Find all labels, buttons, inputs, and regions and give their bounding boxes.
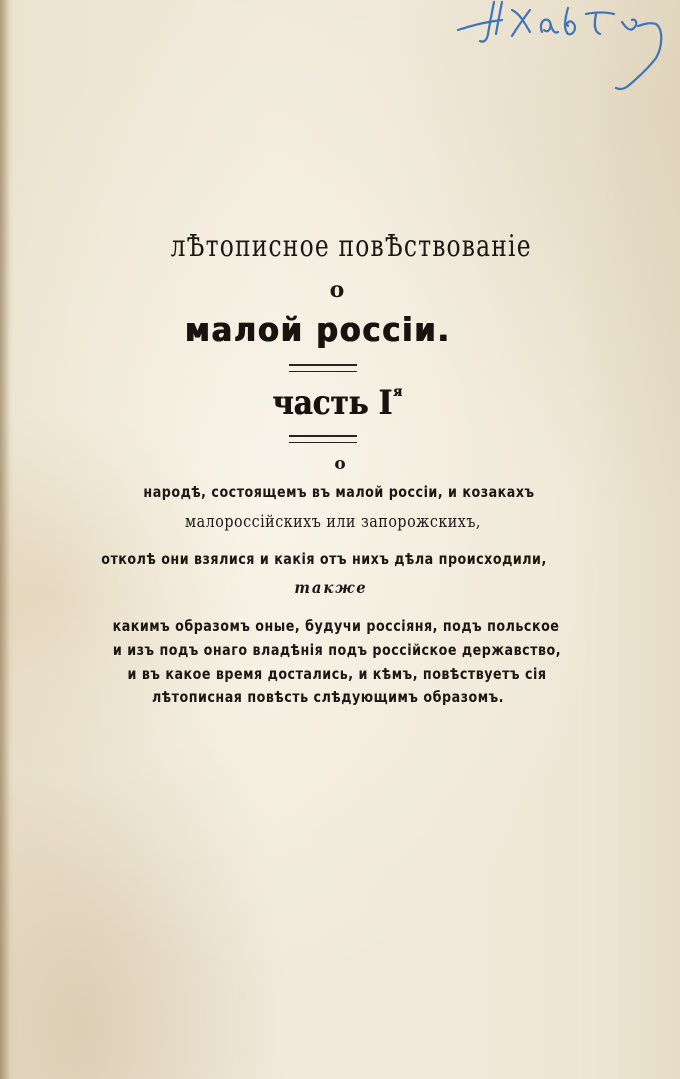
subtitle-line: лѣтописная повѣсть слѣдующимъ образомъ. bbox=[152, 688, 504, 706]
subtitle-line: малороссійскихъ или запорожскихъ, bbox=[185, 512, 481, 532]
handwritten-signature bbox=[450, 0, 675, 95]
part-superscript: я bbox=[392, 384, 402, 400]
part-label: часть І bbox=[272, 383, 393, 423]
part-heading bbox=[45, 383, 630, 423]
subtitle-line: отколѣ они взялися и какія отъ нихъ дѣла происходили, bbox=[101, 550, 547, 568]
divider-rule bbox=[289, 364, 357, 372]
subtitle-line: какимъ образомъ оные, будучи россіяня, подъ польское bbox=[112, 617, 560, 635]
title-preposition: о bbox=[329, 277, 345, 303]
divider-rule bbox=[289, 435, 357, 443]
subtitle-preposition: о bbox=[334, 454, 346, 474]
spine-shadow bbox=[0, 0, 10, 1079]
title-line-1: лѢтописное повѢствованіе bbox=[170, 229, 532, 264]
subtitle-line: и изъ подъ онаго владѣнія подъ россійское державство, bbox=[112, 641, 562, 659]
subtitle-line: народѣ, состоящемъ въ малой россіи, и козакахъ bbox=[143, 483, 535, 501]
subtitle-line: также bbox=[294, 578, 368, 597]
title-line-2: малой россіи. bbox=[185, 310, 451, 349]
subtitle-line: и въ какое время достались, и кѣмъ, повѣствуетъ сія bbox=[127, 665, 547, 683]
